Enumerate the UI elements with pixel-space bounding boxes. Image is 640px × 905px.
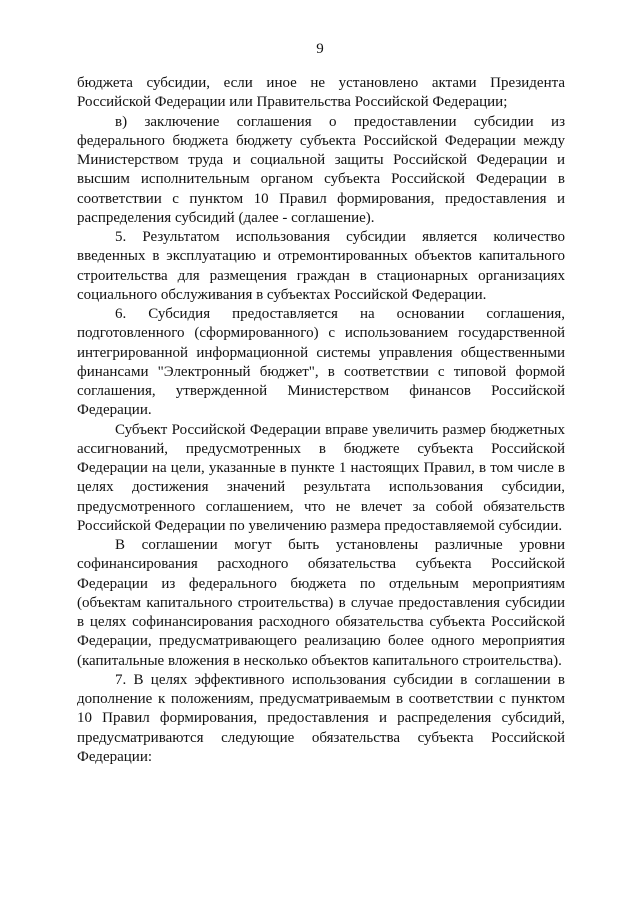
paragraph-item-v-agreement: в) заключение соглашения о предоставлении субсидии из федерального бюджета бюджету субъекта Российской Федерации между Министерством труда и социальной защиты Российской Федерации и высшим исполнительным органом субъекта Российской Федерации в соответствии с пунктом 10 Правил формирования, предоставления и распределения субсидий (далее - соглашение). bbox=[77, 113, 565, 226]
document-body bbox=[77, 74, 565, 767]
page-number: 9 bbox=[316, 41, 324, 57]
paragraph-cofinancing-levels: В соглашении могут быть установлены различные уровни софинансирования расходного обязательства субъекта Российской Федерации из федерального бюджета по отдельным мероприятиям (объектам капитального строительства) в случае предоставления субсидии в целях софинансирования расходного обязательства субъекта Российской Федерации, предусматривающего реализацию более одного мероприятия (капитальные вложения в несколько объектов капитального строительства). bbox=[77, 537, 565, 669]
paragraph-item-6-subsidy-basis: 6. Субсидия предоставляется на основании соглашения, подготовленного (сформированного) с использованием государственной интегрированной информационной системы управления общественными финансами "Электронный бюджет", в соответствии с типовой формой соглашения, утвержденной Министерством финансов Российской Федерации. bbox=[77, 306, 565, 419]
paragraph-budget-continuation: бюджета субсидии, если иное не установлено актами Президента Российской Федерации или Правительства Российской Федерации; bbox=[77, 75, 565, 111]
paragraph-item-5-result: 5. Результатом использования субсидии является количество введенных в эксплуатацию и отремонтированных объектов капитального строительства для размещения граждан в стационарных организациях социального обслуживания в субъектах Российской Федерации. bbox=[77, 229, 565, 303]
paragraph-subject-rights: Субъект Российской Федерации вправе увеличить размер бюджетных ассигнований, предусмотренных в бюджете субъекта Российской Федерации на цели, указанные в пункте 1 настоящих Правил, в том числе в целях достижения значений результата использования субсидии, предусмотренного соглашением, что не влечет за собой обязательств Российской Федерации по увеличению размера предоставляемой субсидии. bbox=[77, 421, 565, 534]
paragraph-item-7-obligations: 7. В целях эффективного использования субсидии в соглашении в дополнение к положениям, предусматриваемым в соответствии с пунктом 10 Правил формирования, предоставления и распределения субсидий, предусматриваются следующие обязательства субъекта Российской Федерации: bbox=[77, 671, 565, 765]
